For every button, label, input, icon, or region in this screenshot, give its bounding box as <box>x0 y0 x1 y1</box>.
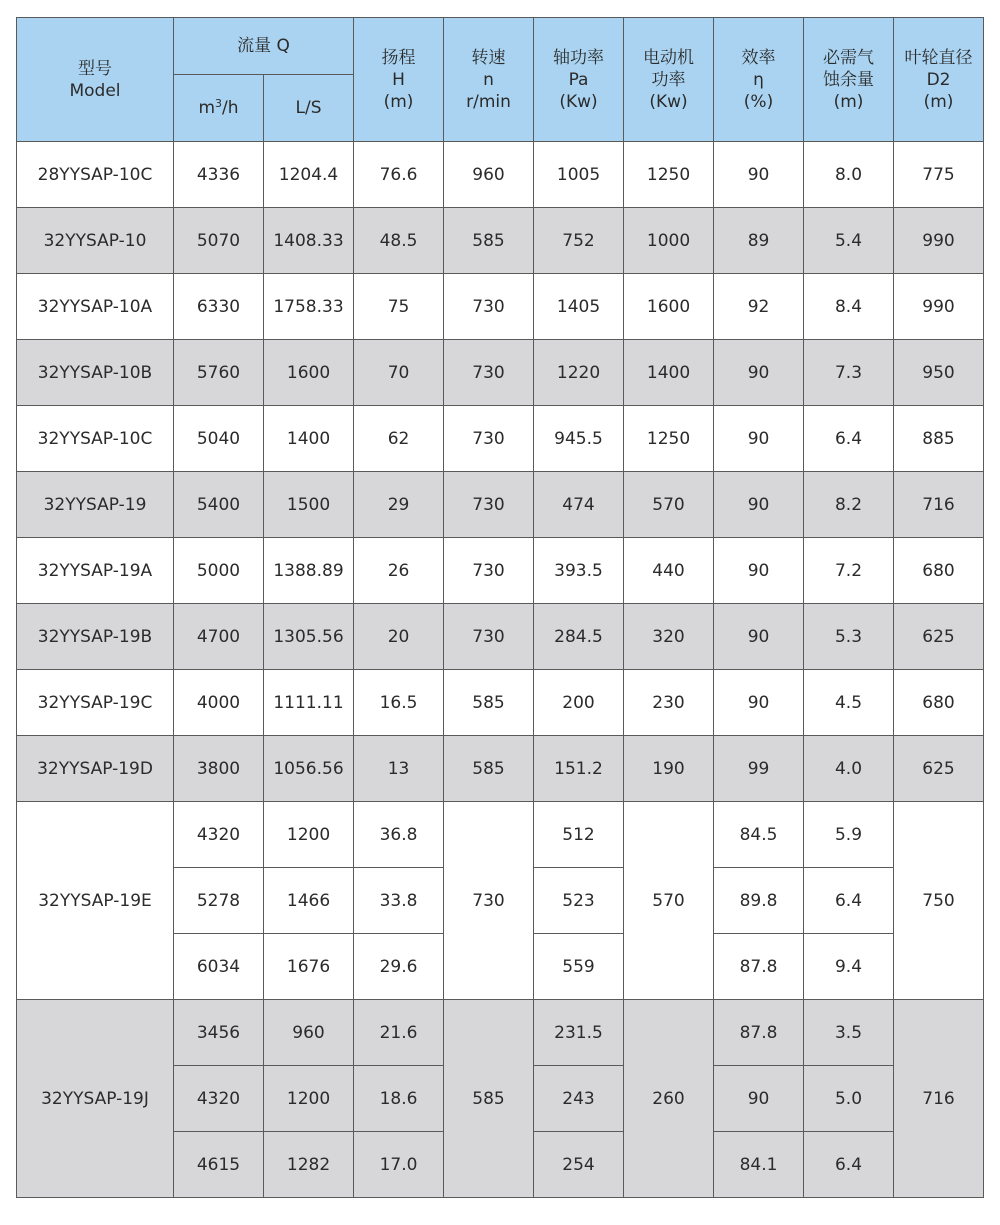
flow-ls-cell: 1408.33 <box>264 208 354 274</box>
efficiency-cell: 90 <box>714 670 804 736</box>
impeller-cell: 716 <box>894 472 984 538</box>
head-cell: 17.0 <box>354 1132 444 1198</box>
shaft-power-cell: 231.5 <box>534 1000 624 1066</box>
head-cell: 21.6 <box>354 1000 444 1066</box>
model-cell: 32YYSAP-19C <box>17 670 174 736</box>
flow-ls-cell: 1111.11 <box>264 670 354 736</box>
flow-ls-cell: 1388.89 <box>264 538 354 604</box>
flow-ls-cell: 1282 <box>264 1132 354 1198</box>
flow-ls-cell: 1305.56 <box>264 604 354 670</box>
model-cell: 32YYSAP-19J <box>17 1000 174 1198</box>
motor-power-cell: 190 <box>624 736 714 802</box>
head-cell: 29 <box>354 472 444 538</box>
model-cell: 32YYSAP-19B <box>17 604 174 670</box>
flow-m3h-cell: 5400 <box>174 472 264 538</box>
flow-ls-cell: 1204.4 <box>264 142 354 208</box>
shaft-power-cell: 243 <box>534 1066 624 1132</box>
efficiency-cell: 90 <box>714 340 804 406</box>
motor-power-cell: 260 <box>624 1000 714 1198</box>
speed-cell: 960 <box>444 142 534 208</box>
shaft-power-cell: 559 <box>534 934 624 1000</box>
header-flow-ls: L/S <box>264 75 354 142</box>
flow-ls-cell: 1600 <box>264 340 354 406</box>
flow-m3h-cell: 5760 <box>174 340 264 406</box>
npshr-cell: 6.4 <box>804 406 894 472</box>
efficiency-cell: 87.8 <box>714 1000 804 1066</box>
head-cell: 29.6 <box>354 934 444 1000</box>
flow-ls-cell: 1466 <box>264 868 354 934</box>
motor-power-cell: 1600 <box>624 274 714 340</box>
flow-ls-cell: 1500 <box>264 472 354 538</box>
impeller-cell: 625 <box>894 604 984 670</box>
npshr-cell: 6.4 <box>804 868 894 934</box>
npshr-cell: 5.4 <box>804 208 894 274</box>
flow-ls-cell: 1200 <box>264 802 354 868</box>
table-row <box>17 670 984 736</box>
header-speed: 转速 n r/min <box>444 18 534 142</box>
shaft-power-cell: 393.5 <box>534 538 624 604</box>
shaft-power-cell: 1220 <box>534 340 624 406</box>
head-cell: 70 <box>354 340 444 406</box>
npshr-cell: 9.4 <box>804 934 894 1000</box>
impeller-cell: 950 <box>894 340 984 406</box>
shaft-power-cell: 200 <box>534 670 624 736</box>
impeller-cell: 775 <box>894 142 984 208</box>
model-cell: 32YYSAP-19A <box>17 538 174 604</box>
flow-m3h-cell: 4320 <box>174 1066 264 1132</box>
impeller-cell: 680 <box>894 670 984 736</box>
efficiency-cell: 90 <box>714 604 804 670</box>
flow-m3h-cell: 5278 <box>174 868 264 934</box>
head-cell: 62 <box>354 406 444 472</box>
efficiency-cell: 90 <box>714 472 804 538</box>
flow-m3h-cell: 4320 <box>174 802 264 868</box>
impeller-cell: 990 <box>894 274 984 340</box>
efficiency-cell: 89 <box>714 208 804 274</box>
head-cell: 18.6 <box>354 1066 444 1132</box>
speed-cell: 585 <box>444 670 534 736</box>
efficiency-cell: 87.8 <box>714 934 804 1000</box>
speed-cell: 730 <box>444 340 534 406</box>
head-cell: 75 <box>354 274 444 340</box>
table-row <box>17 736 984 802</box>
efficiency-cell: 99 <box>714 736 804 802</box>
npshr-cell: 4.5 <box>804 670 894 736</box>
motor-power-cell: 1400 <box>624 340 714 406</box>
motor-power-cell: 320 <box>624 604 714 670</box>
efficiency-cell: 84.5 <box>714 802 804 868</box>
impeller-cell: 716 <box>894 1000 984 1198</box>
speed-cell: 730 <box>444 538 534 604</box>
impeller-cell: 680 <box>894 538 984 604</box>
motor-power-cell: 570 <box>624 802 714 1000</box>
efficiency-cell: 89.8 <box>714 868 804 934</box>
motor-power-cell: 1250 <box>624 142 714 208</box>
head-cell: 36.8 <box>354 802 444 868</box>
head-cell: 33.8 <box>354 868 444 934</box>
flow-ls-cell: 1200 <box>264 1066 354 1132</box>
flow-m3h-cell: 4700 <box>174 604 264 670</box>
head-cell: 16.5 <box>354 670 444 736</box>
header-efficiency: 效率 η (%) <box>714 18 804 142</box>
npshr-cell: 5.0 <box>804 1066 894 1132</box>
model-cell: 28YYSAP-10C <box>17 142 174 208</box>
npshr-cell: 7.2 <box>804 538 894 604</box>
flow-m3h-cell: 6330 <box>174 274 264 340</box>
flow-m3h-cell: 6034 <box>174 934 264 1000</box>
motor-power-cell: 440 <box>624 538 714 604</box>
pump-spec-table <box>16 17 984 1198</box>
speed-cell: 730 <box>444 802 534 1000</box>
speed-cell: 730 <box>444 406 534 472</box>
model-cell: 32YYSAP-10 <box>17 208 174 274</box>
flow-ls-cell: 1676 <box>264 934 354 1000</box>
motor-power-cell: 570 <box>624 472 714 538</box>
speed-cell: 730 <box>444 472 534 538</box>
header-npshr: 必需气 蚀余量 (m) <box>804 18 894 142</box>
shaft-power-cell: 254 <box>534 1132 624 1198</box>
flow-m3h-cell: 4615 <box>174 1132 264 1198</box>
table-row <box>17 142 984 208</box>
flow-m3h-cell: 4336 <box>174 142 264 208</box>
npshr-cell: 3.5 <box>804 1000 894 1066</box>
shaft-power-cell: 151.2 <box>534 736 624 802</box>
impeller-cell: 750 <box>894 802 984 1000</box>
flow-ls-cell: 1056.56 <box>264 736 354 802</box>
npshr-cell: 5.3 <box>804 604 894 670</box>
table-row <box>17 208 984 274</box>
flow-ls-cell: 960 <box>264 1000 354 1066</box>
flow-ls-cell: 1400 <box>264 406 354 472</box>
shaft-power-cell: 523 <box>534 868 624 934</box>
flow-m3h-cell: 5070 <box>174 208 264 274</box>
efficiency-cell: 90 <box>714 406 804 472</box>
table-row <box>17 1000 984 1066</box>
speed-cell: 585 <box>444 736 534 802</box>
flow-ls-cell: 1758.33 <box>264 274 354 340</box>
shaft-power-cell: 1005 <box>534 142 624 208</box>
table-row <box>17 340 984 406</box>
header-motor-power: 电动机 功率 (Kw) <box>624 18 714 142</box>
header-impeller-diameter: 叶轮直径 D2 (m) <box>894 18 984 142</box>
model-cell: 32YYSAP-10C <box>17 406 174 472</box>
header-flow: 流量 Q <box>174 18 354 75</box>
head-cell: 76.6 <box>354 142 444 208</box>
efficiency-cell: 90 <box>714 1066 804 1132</box>
model-cell: 32YYSAP-19 <box>17 472 174 538</box>
efficiency-cell: 90 <box>714 538 804 604</box>
shaft-power-cell: 512 <box>534 802 624 868</box>
flow-m3h-cell: 3800 <box>174 736 264 802</box>
npshr-cell: 5.9 <box>804 802 894 868</box>
table-row <box>17 802 984 868</box>
efficiency-cell: 92 <box>714 274 804 340</box>
speed-cell: 730 <box>444 274 534 340</box>
flow-m3h-cell: 5000 <box>174 538 264 604</box>
model-cell: 32YYSAP-10B <box>17 340 174 406</box>
shaft-power-cell: 752 <box>534 208 624 274</box>
model-cell: 32YYSAP-19D <box>17 736 174 802</box>
npshr-cell: 8.4 <box>804 274 894 340</box>
npshr-cell: 6.4 <box>804 1132 894 1198</box>
table-row <box>17 406 984 472</box>
speed-cell: 585 <box>444 1000 534 1198</box>
shaft-power-cell: 945.5 <box>534 406 624 472</box>
shaft-power-cell: 1405 <box>534 274 624 340</box>
header-model: 型号 Model <box>17 18 174 142</box>
impeller-cell: 885 <box>894 406 984 472</box>
head-cell: 20 <box>354 604 444 670</box>
model-cell: 32YYSAP-10A <box>17 274 174 340</box>
table-row <box>17 274 984 340</box>
model-cell: 32YYSAP-19E <box>17 802 174 1000</box>
table-row <box>17 538 984 604</box>
flow-m3h-cell: 5040 <box>174 406 264 472</box>
head-cell: 26 <box>354 538 444 604</box>
npshr-cell: 4.0 <box>804 736 894 802</box>
efficiency-cell: 90 <box>714 142 804 208</box>
table-row <box>17 472 984 538</box>
npshr-cell: 7.3 <box>804 340 894 406</box>
header-flow-m3h: $m^3/h$ <box>174 75 264 142</box>
impeller-cell: 990 <box>894 208 984 274</box>
speed-cell: 730 <box>444 604 534 670</box>
header-head: 扬程 H (m) <box>354 18 444 142</box>
npshr-cell: 8.0 <box>804 142 894 208</box>
shaft-power-cell: 284.5 <box>534 604 624 670</box>
shaft-power-cell: 474 <box>534 472 624 538</box>
motor-power-cell: 1000 <box>624 208 714 274</box>
header-shaft-power: 轴功率 Pa (Kw) <box>534 18 624 142</box>
flow-m3h-cell: 4000 <box>174 670 264 736</box>
npshr-cell: 8.2 <box>804 472 894 538</box>
flow-m3h-cell: 3456 <box>174 1000 264 1066</box>
motor-power-cell: 1250 <box>624 406 714 472</box>
head-cell: 48.5 <box>354 208 444 274</box>
head-cell: 13 <box>354 736 444 802</box>
speed-cell: 585 <box>444 208 534 274</box>
table-row <box>17 604 984 670</box>
efficiency-cell: 84.1 <box>714 1132 804 1198</box>
impeller-cell: 625 <box>894 736 984 802</box>
motor-power-cell: 230 <box>624 670 714 736</box>
